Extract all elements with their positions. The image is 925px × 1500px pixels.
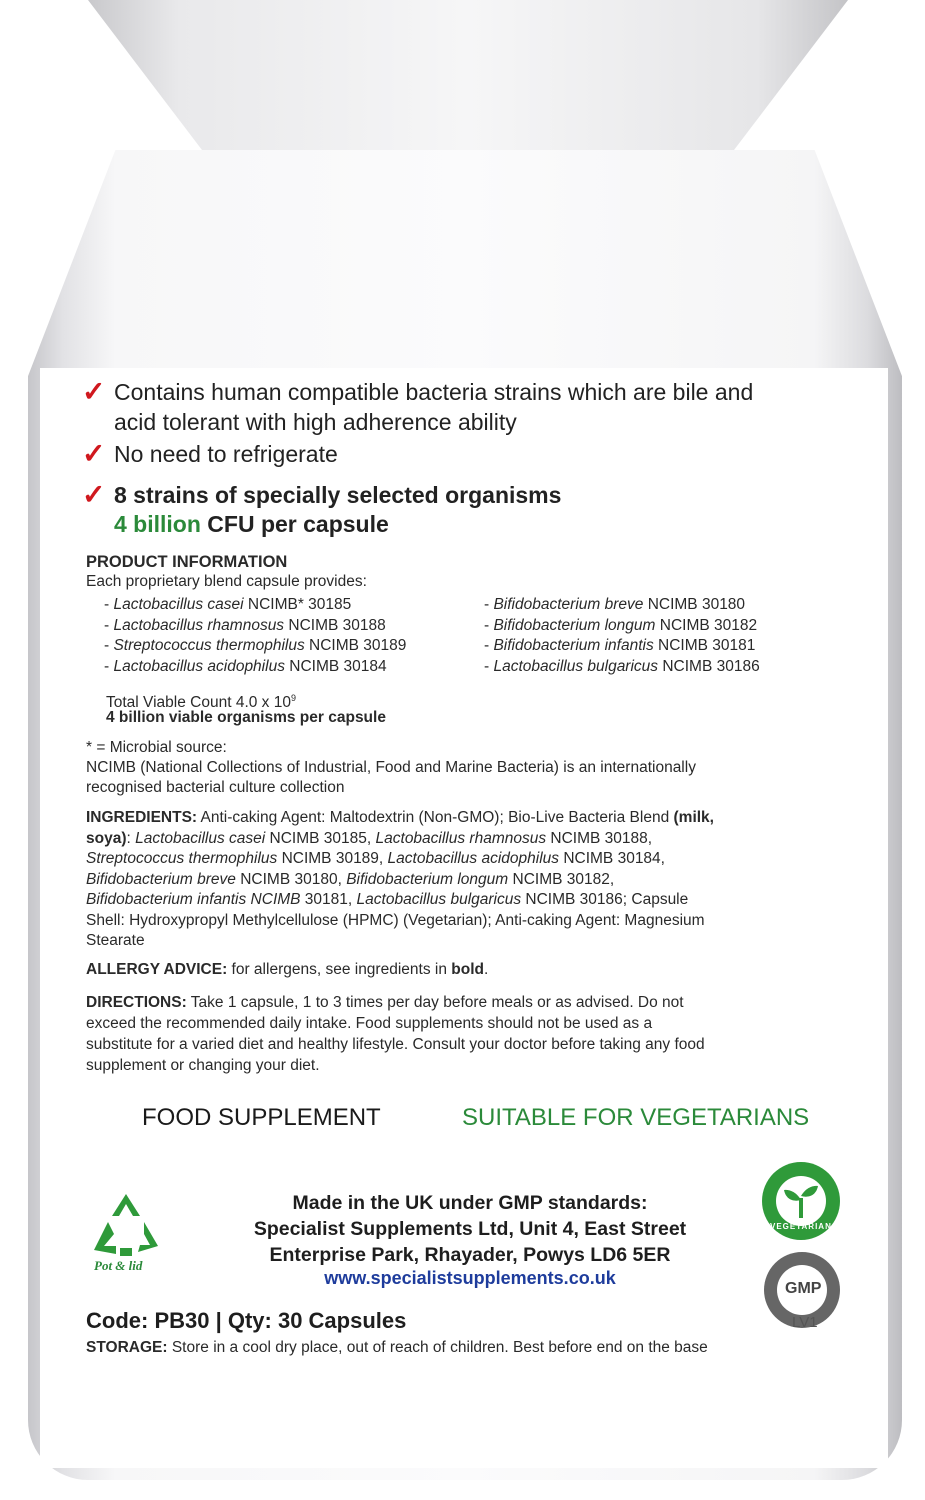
strain-item: - Lactobacillus acidophilus NCIMB 30184: [104, 657, 387, 675]
vegetarian-badge-text: VEGETARIAN: [770, 1222, 832, 1231]
viable-count: Total Viable Count 4.0 x $10^9$: [106, 693, 296, 712]
strain-item: - Bifidobacterium infantis NCIMB 30181: [484, 637, 756, 654]
strain-item: - Lactobacillus rhamnosus NCIMB 30188: [104, 616, 386, 634]
viable-organisms: 4 billion viable organisms per capsule: [106, 709, 386, 726]
ncimb-line-1: NCIMB (National Collections of Industrial, Food and Marine Bacteria) is an internationally: [86, 759, 696, 776]
bottle-cap: [88, 0, 848, 160]
ingredients-line: Shell: Hydroxypropyl Methylcellulose (HPMC) (Vegetarian); Anti-caking Agent: Magnesium: [86, 911, 705, 929]
strain-item: - Bifidobacterium longum NCIMB 30182: [484, 616, 758, 634]
ncimb-line-2: recognised bacterial culture collection: [86, 779, 345, 796]
checkmark-icon: ✓: [82, 376, 106, 407]
directions-line-3: substitute for a varied diet and healthy lifestyle. Consult your doctor before taking any food: [86, 1036, 705, 1053]
recycle-icon: [90, 1190, 162, 1280]
bullet-1-line-2: acid tolerant with high adherence ability: [114, 409, 517, 435]
recycle-label: Pot & lid: [94, 1258, 143, 1273]
bullet-3-line-1: 8 strains of specially selected organisms: [114, 482, 562, 508]
ingredients-line: Bifidobacterium breve NCIMB 30180, Bifidobacterium longum NCIMB 30182,: [86, 870, 615, 888]
ingredients-line: Stearate: [86, 932, 145, 949]
product-info-intro: Each proprietary blend capsule provides:: [86, 573, 367, 590]
maker-line-1: Made in the UK under GMP standards:: [292, 1192, 648, 1214]
checkmark-icon: ✓: [82, 438, 106, 469]
vegetarian-badge-icon: [760, 1160, 842, 1242]
checkmark-icon: ✓: [82, 479, 106, 510]
product-code: Code: PB30 | Qty: 30 Capsules: [86, 1308, 407, 1333]
cfu-highlight: 4 billion: [114, 511, 201, 537]
bullet-1-line-1: Contains human compatible bacteria strains which are bile and: [114, 379, 754, 405]
website-link[interactable]: www.specialistsupplements.co.uk: [324, 1268, 616, 1288]
strain-item: - Streptococcus thermophilus NCIMB 30189: [104, 637, 407, 654]
microbial-source: * = Microbial source:: [86, 739, 227, 756]
maker-line-3: Enterprise Park, Rhayader, Powys LD6 5ER: [269, 1244, 671, 1266]
strain-item: - Lactobacillus bulgaricus NCIMB 30186: [484, 657, 760, 675]
product-info-heading: PRODUCT INFORMATION: [86, 553, 288, 571]
ingredients-line: Streptococcus thermophilus NCIMB 30189, Lactobacillus acidophilus NCIMB 30184,: [86, 850, 665, 867]
allergy-advice: ALLERGY ADVICE: for allergens, see ingredients in bold.: [86, 961, 489, 978]
ingredients-line: soya): Lactobacillus casei NCIMB 30185, Lactobacillus rhamnosus NCIMB 30188,: [86, 829, 653, 847]
directions-line-2: exceed the recommended daily intake. Food supplements should not be used as a: [86, 1015, 653, 1032]
gmp-badge-text: GMP: [785, 1280, 822, 1297]
strain-item: - Lactobacillus casei NCIMB* 30185: [104, 596, 352, 613]
ingredients-line: INGREDIENTS: Anti-caking Agent: Maltodextrin (Non-GMO); Bio-Live Bacteria Blend (milk,: [86, 809, 714, 826]
directions-line-4: supplement or changing your diet.: [86, 1057, 320, 1074]
bullet-2: No need to refrigerate: [114, 441, 338, 467]
maker-line-2: Specialist Supplements Ltd, Unit 4, East Street: [253, 1218, 687, 1240]
directions-line-1: DIRECTIONS: Take 1 capsule, 1 to 3 times per day before meals or as advised. Do not: [86, 994, 684, 1011]
bullet-3-line-2: 4 billion CFU per capsule: [114, 511, 389, 537]
food-supplement-tag: FOOD SUPPLEMENT: [142, 1104, 381, 1131]
ingredients-line: Bifidobacterium infantis NCIMB 30181, Lactobacillus bulgaricus NCIMB 30186; Capsule: [86, 891, 689, 908]
strain-item: - Bifidobacterium breve NCIMB 30180: [484, 596, 746, 613]
vegetarian-tag: SUITABLE FOR VEGETARIANS: [462, 1104, 810, 1131]
storage-text: STORAGE: Store in a cool dry place, out of reach of children. Best before end on the base: [86, 1339, 708, 1356]
label-version: LV1: [792, 1314, 818, 1331]
